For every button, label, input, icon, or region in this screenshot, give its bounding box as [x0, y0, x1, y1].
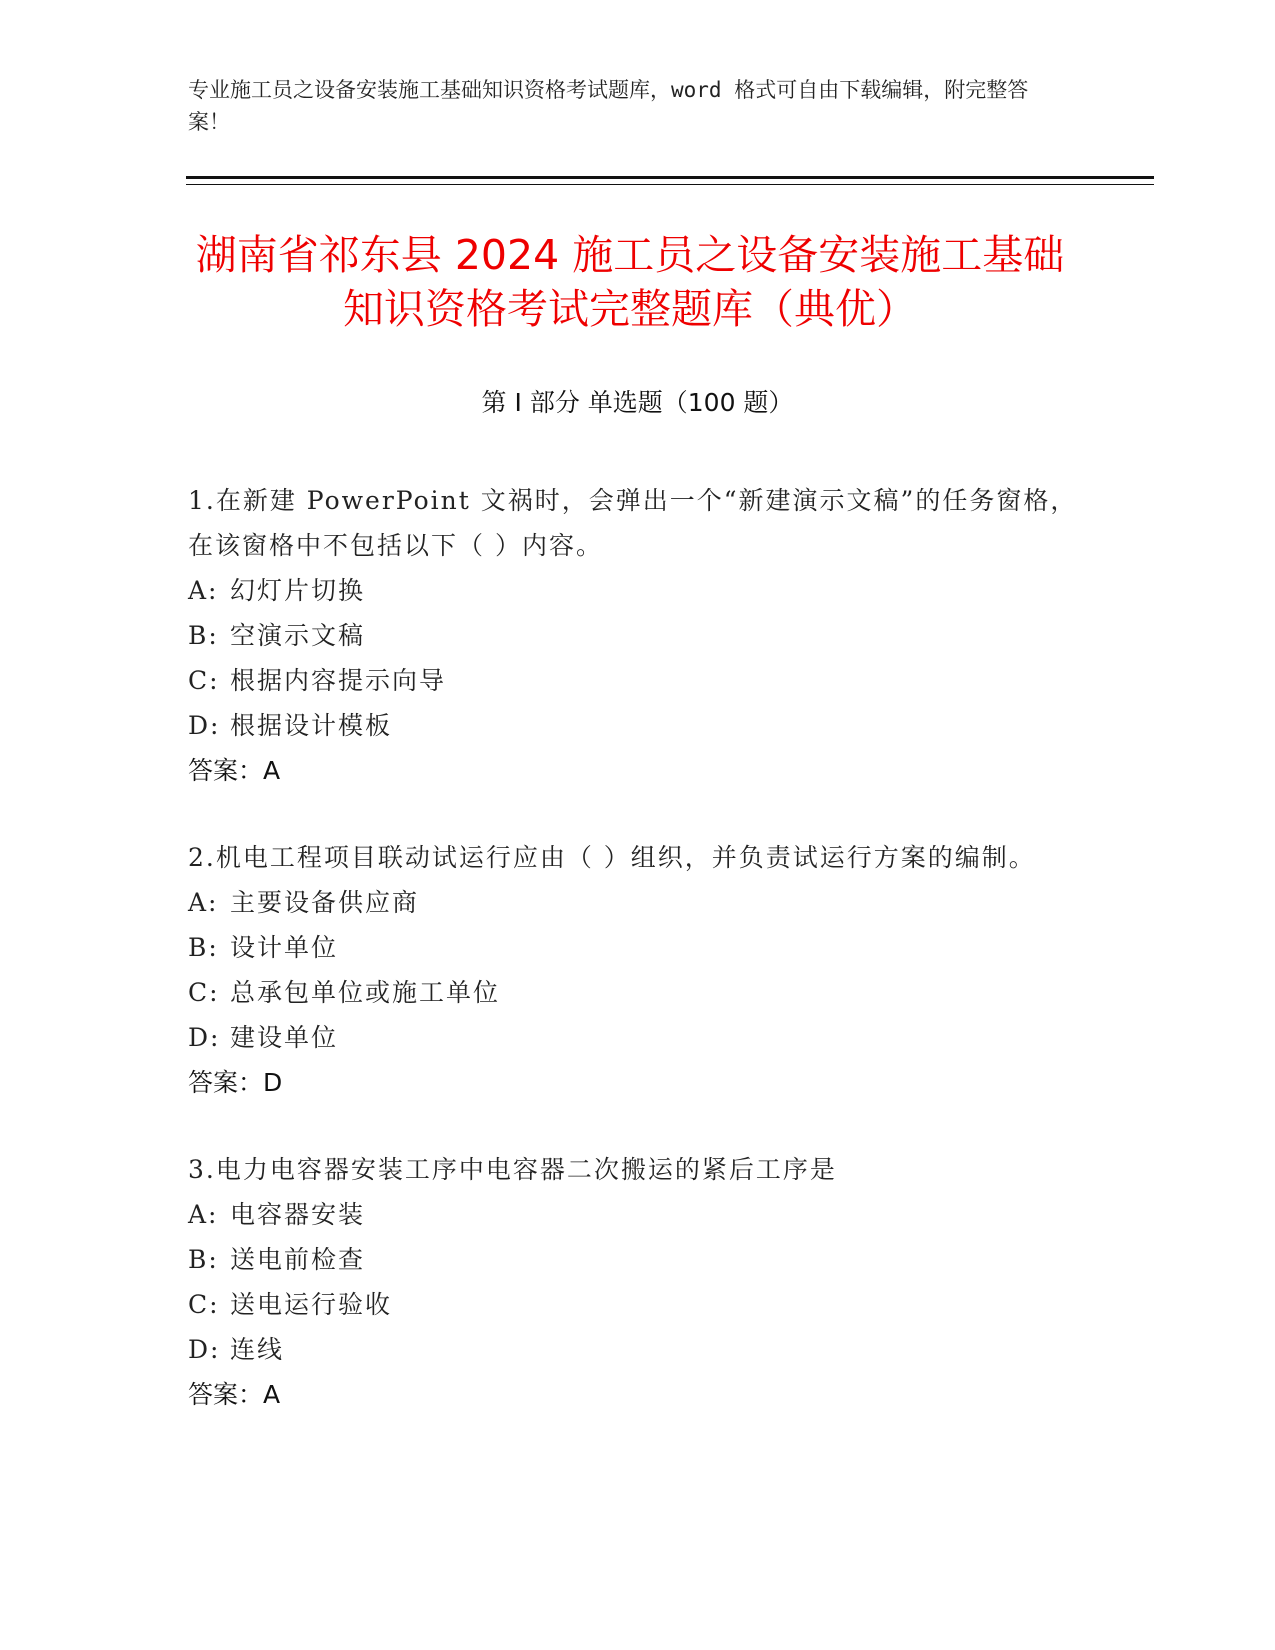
option-text: 送电前检查 [230, 1245, 366, 1274]
option-b [188, 613, 1088, 658]
question-stem: 1.在新建 PowerPoint 文祸时，会弹出一个“新建演示文稿”的任务窗格，在该窗格中不包括以下（ ）内容。 [188, 486, 1078, 560]
question-stem: 2.机电工程项目联动试运行应由（ ）组织，并负责试运行方案的编制。 [188, 843, 1036, 872]
option-b [188, 925, 1088, 970]
option-c [188, 658, 1088, 703]
section-title: 第 I 部分 单选题（100 题） [481, 388, 794, 417]
question-answer: 答案：D [188, 1068, 283, 1097]
header-rule-thin [186, 184, 1154, 185]
option-text: 根据设计模板 [230, 711, 393, 740]
question-list [188, 478, 1088, 1459]
option-key: C: [188, 978, 220, 1007]
option-b [188, 1237, 1088, 1282]
question-answer: 答案：A [188, 1380, 281, 1409]
option-key: D: [188, 1023, 221, 1052]
question-answer: 答案：A [188, 756, 281, 785]
option-text: 连线 [230, 1335, 285, 1364]
option-key: A: [188, 1200, 219, 1229]
question-3 [188, 1147, 1088, 1417]
option-key: A: [188, 888, 219, 917]
option-text: 电容器安装 [230, 1200, 366, 1229]
option-key: A: [188, 576, 219, 605]
option-key: D: [188, 1335, 221, 1364]
option-key: B: [188, 621, 219, 650]
option-key: C: [188, 666, 220, 695]
option-text: 总承包单位或施工单位 [230, 978, 501, 1007]
option-a [188, 568, 1088, 613]
question-1 [188, 478, 1088, 793]
document-title: 湖南省祁东县 2024 施工员之设备安装施工基础知识资格考试完整题库（典优） [195, 231, 1065, 333]
option-text: 送电运行验收 [230, 1290, 393, 1319]
header-note: 专业施工员之设备安装施工基础知识资格考试题库，word 格式可自由下载编辑，附完整答案！ [188, 78, 1029, 134]
option-text: 设计单位 [230, 933, 339, 962]
option-text: 根据内容提示向导 [230, 666, 447, 695]
option-d [188, 1015, 1088, 1060]
option-text: 建设单位 [230, 1023, 339, 1052]
option-text: 幻灯片切换 [230, 576, 366, 605]
option-a [188, 880, 1088, 925]
option-key: B: [188, 1245, 219, 1274]
option-key: D: [188, 711, 221, 740]
question-stem: 3.电力电容器安装工序中电容器二次搬运的紧后工序是 [188, 1155, 837, 1184]
option-a [188, 1192, 1088, 1237]
option-key: B: [188, 933, 219, 962]
option-text: 空演示文稿 [230, 621, 366, 650]
header-rule-thick [186, 176, 1154, 179]
question-2 [188, 835, 1088, 1105]
option-d [188, 703, 1088, 748]
option-c [188, 970, 1088, 1015]
option-text: 主要设备供应商 [230, 888, 420, 917]
option-d [188, 1327, 1088, 1372]
option-c [188, 1282, 1088, 1327]
option-key: C: [188, 1290, 220, 1319]
